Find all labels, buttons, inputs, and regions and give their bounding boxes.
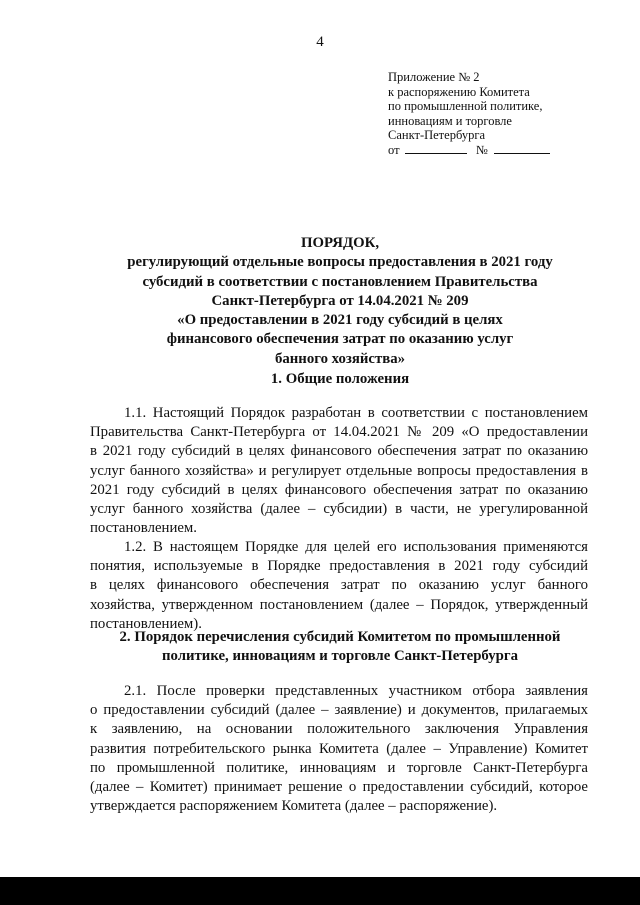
paragraph-line: о предоставлении субсидий (далее – заявление) и документов, прилагаемых [90,702,588,719]
paragraph-line: 2.1. После проверки представленных участником отбора заявления [124,683,588,699]
appendix-line: инновациям и торговле [388,113,512,128]
paragraph-line: развития потребительского рынка Комитета (далее – Управление) Комитет [90,740,588,757]
paragraph-line: услуг банного хозяйства» и регулирует отдельные вопросы предоставления в [90,462,588,479]
date-prefix: от [388,142,400,157]
section-1-heading [90,370,590,389]
section-heading-text: 1. Общие положения [270,371,410,387]
paragraph-line: 1.2. В настоящем Порядке для целей его использования применяются [124,539,588,555]
page-number: 4 [316,34,324,50]
paragraph-line: хозяйства, утвержденном постановлением (далее – Порядок, утвержденный [90,596,588,613]
title-line: банного хозяйства» [274,350,406,367]
title-line: Санкт-Петербурга от 14.04.2021 № 209 [211,292,469,309]
paragraph-line: по промышленной политике, инновациям и торговле Санкт-Петербурга [90,759,588,776]
paragraph-line: 2021 году субсидий в целях финансового обеспечения затрат по оказанию [90,481,588,498]
appendix-line: Приложение № 2 [388,70,480,84]
appendix-line: к распоряжению Комитета [388,84,530,99]
paragraph-line: постановлением. [90,520,197,537]
title-line: ПОРЯДОК, [300,235,380,251]
paragraph-line: постановлением). [90,615,202,632]
date-blank [405,143,467,154]
paragraph-line: утверждается распоряжением Комитета (далее – распоряжение). [90,798,498,815]
paragraph-line: Правительства Санкт-Петербурга от 14.04.2021 № 209 «О предоставлении [90,424,588,441]
paragraph-1-1 [90,404,588,538]
appendix-line: Санкт-Петербурга [388,128,486,143]
title-line: субсидий в соответствии с постановлением Правительства [142,273,538,290]
appendix-header [388,70,618,158]
paragraph-line: в 2021 году субсидий в целях финансового обеспечения затрат по оказанию [90,443,588,460]
title-line: «О предоставлении в 2021 году субсидий в целях [177,312,503,329]
section-heading-text: 2. Порядок перечисления субсидий Комитетом по промышленной [119,629,561,645]
scan-bottom-edge [0,877,640,905]
title-line: финансового обеспечения затрат по оказанию услуг [166,331,514,348]
appendix-line: по промышленной политике, [388,99,543,114]
title-line: регулирующий отдельные вопросы предоставления в 2021 году [127,254,553,271]
paragraph-line: (далее – Комитет) принимает решение о предоставлении субсидий, которое [90,778,588,795]
paragraph-line: понятия, используемые в Порядке предоставления в 2021 году субсидий [90,558,588,575]
paragraph-2-1 [90,682,588,816]
paragraph-line: в целях финансового обеспечения затрат по оказанию услуг банного [90,577,588,594]
paragraph-line: услуг банного хозяйства (далее – субсидии) в части, не урегулированной [90,500,588,517]
paragraph-1-2 [90,538,588,634]
appendix-date-number-line [388,143,618,158]
section-heading-text: политике, инновациям и торговле Санкт-Петербурга [161,648,519,665]
number-prefix: № [475,142,488,157]
number-blank [494,143,550,154]
paragraph-line: 1.1. Настоящий Порядок разработан в соответствии с постановлением [124,405,588,421]
section-2-heading [90,628,590,667]
document-title [90,234,590,369]
paragraph-line: к заявлению, на основании положительного заключения Управления [90,721,588,738]
